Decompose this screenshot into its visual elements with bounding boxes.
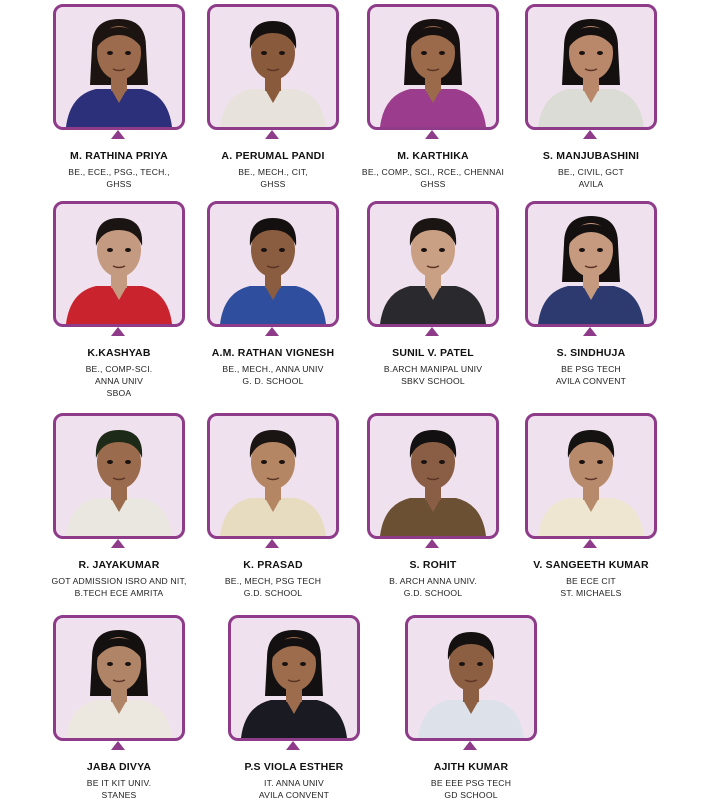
student-name: S. MANJUBASHINI <box>542 150 640 162</box>
student-card <box>51 413 203 598</box>
student-name: AJITH KUMAR <box>433 761 509 773</box>
student-detail: AVILA CONVENT <box>258 790 330 800</box>
student-card <box>367 413 517 598</box>
portrait-icon <box>231 618 357 738</box>
portrait-icon <box>528 416 654 536</box>
student-detail: B.ARCH MANIPAL UNIV <box>383 364 483 374</box>
student-photo <box>525 201 657 327</box>
portrait-icon <box>408 618 534 738</box>
portrait-icon <box>528 7 654 127</box>
student-photo <box>525 4 657 130</box>
caption-pointer <box>111 741 125 750</box>
caption-pointer <box>111 130 125 139</box>
caption-pointer <box>286 741 300 750</box>
student-card <box>207 201 357 386</box>
student-detail: BE EEE PSG TECH <box>430 778 512 788</box>
student-detail: BE., ECE., PSG., TECH., <box>68 167 170 177</box>
student-detail: GHSS <box>420 179 446 189</box>
student-name: V. SANGEETH KUMAR <box>533 559 649 571</box>
student-photo <box>405 615 537 741</box>
portrait-icon <box>210 416 336 536</box>
student-name: K.KASHYAB <box>87 347 151 359</box>
student-detail: BE IT KIT UNIV. <box>86 778 152 788</box>
student-photo <box>367 4 499 130</box>
portrait-icon <box>370 7 496 127</box>
caption-pointer <box>583 327 597 336</box>
student-detail: SBOA <box>106 388 132 398</box>
student-card <box>361 4 517 189</box>
student-detail: GOT ADMISSION ISRO AND NIT, <box>51 576 187 586</box>
portrait-icon <box>56 618 182 738</box>
student-photo <box>367 201 499 327</box>
portrait-icon <box>528 204 654 324</box>
caption-pointer <box>111 327 125 336</box>
student-detail: BE., MECH, PSG TECH <box>224 576 322 586</box>
caption-pointer <box>265 539 279 548</box>
student-detail: ANNA UNIV <box>94 376 144 386</box>
student-detail: STANES <box>101 790 137 800</box>
student-card <box>207 413 357 598</box>
student-name: A. PERUMAL PANDI <box>221 150 325 162</box>
student-photo <box>53 4 185 130</box>
caption-pointer <box>265 130 279 139</box>
student-card <box>228 615 378 800</box>
student-name: K. PRASAD <box>243 559 303 571</box>
student-photo <box>53 201 185 327</box>
student-name: SUNIL V. PATEL <box>392 347 474 359</box>
portrait-icon <box>370 204 496 324</box>
student-card <box>405 615 555 800</box>
caption-pointer <box>583 130 597 139</box>
student-detail: BE PSG TECH <box>561 364 621 374</box>
student-detail: GHSS <box>106 179 132 189</box>
student-name: M. RATHINA PRIYA <box>70 150 168 162</box>
student-name: M. KARTHIKA <box>397 150 469 162</box>
student-detail: G.D. SCHOOL <box>403 588 463 598</box>
student-detail: IT. ANNA UNIV <box>264 778 324 788</box>
student-card <box>53 4 203 189</box>
student-card <box>525 413 675 598</box>
student-photo <box>367 413 499 539</box>
student-photo <box>207 4 339 130</box>
student-name: S. ROHIT <box>409 559 457 571</box>
student-detail: GD SCHOOL <box>444 790 498 800</box>
student-photo <box>525 413 657 539</box>
student-photo <box>53 413 185 539</box>
student-detail: BE., COMP-SCI. <box>85 364 153 374</box>
student-detail: G. D. SCHOOL <box>242 376 304 386</box>
portrait-icon <box>56 204 182 324</box>
portrait-icon <box>56 7 182 127</box>
student-detail: BE., MECH., CIT, <box>238 167 308 177</box>
student-name: R. JAYAKUMAR <box>78 559 160 571</box>
student-card <box>53 615 203 800</box>
student-detail: AVILA CONVENT <box>555 376 627 386</box>
caption-pointer <box>583 539 597 548</box>
student-card <box>525 4 675 189</box>
student-photo <box>228 615 360 741</box>
student-detail: SBKV SCHOOL <box>401 376 465 386</box>
caption-pointer <box>425 327 439 336</box>
student-card <box>207 4 357 189</box>
student-photo <box>53 615 185 741</box>
student-detail: AVILA <box>578 179 604 189</box>
student-detail: BE., COMP., SCI., RCE., CHENNAI <box>361 167 505 177</box>
portrait-icon <box>210 204 336 324</box>
caption-pointer <box>265 327 279 336</box>
student-detail: B. ARCH ANNA UNIV. <box>389 576 477 586</box>
caption-pointer <box>425 539 439 548</box>
portrait-icon <box>210 7 336 127</box>
caption-pointer <box>425 130 439 139</box>
student-detail: BE., CIVIL, GCT <box>557 167 625 177</box>
student-detail: B.TECH ECE AMRITA <box>74 588 164 598</box>
student-photo <box>207 413 339 539</box>
student-card <box>525 201 675 386</box>
student-photo <box>207 201 339 327</box>
student-detail: GHSS <box>260 179 286 189</box>
portrait-icon <box>370 416 496 536</box>
student-detail: BE ECE CIT <box>566 576 616 586</box>
caption-pointer <box>111 539 125 548</box>
student-name: S. SINDHUJA <box>556 347 626 359</box>
caption-pointer <box>463 741 477 750</box>
student-name: P.S VIOLA ESTHER <box>244 761 344 773</box>
student-card <box>367 201 517 386</box>
student-card <box>53 201 203 398</box>
student-detail: BE., MECH., ANNA UNIV <box>222 364 324 374</box>
student-name: A.M. RATHAN VIGNESH <box>211 347 335 359</box>
student-detail: G.D. SCHOOL <box>243 588 303 598</box>
portrait-icon <box>56 416 182 536</box>
student-name: JABA DIVYA <box>86 761 152 773</box>
student-detail: ST. MICHAELS <box>560 588 622 598</box>
